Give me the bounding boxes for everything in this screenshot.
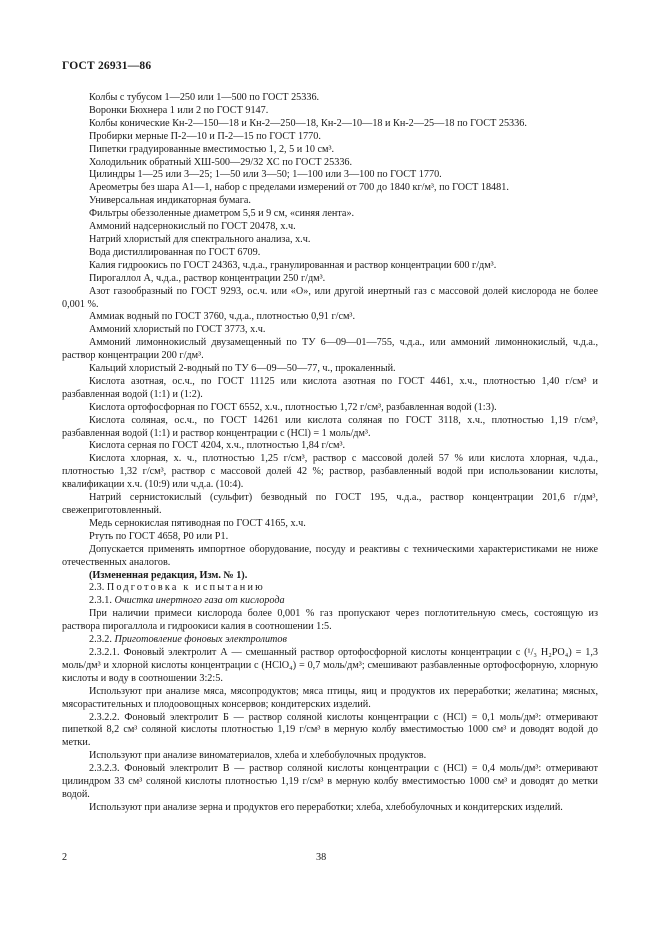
paragraph: Цилиндры 1—25 или 3—25; 1—50 или 3—50; 1—100 или 3—100 по ГОСТ 1770. xyxy=(89,169,442,181)
subsection-number: 2.3.1. xyxy=(89,595,112,607)
paragraph: Колбы с тубусом 1—250 или 1—500 по ГОСТ 25336. xyxy=(89,92,320,103)
paragraph: Воронки Бюхнера 1 или 2 по ГОСТ 9147. xyxy=(89,104,269,116)
paragraph: Аммоний лимоннокислый двузамещенный по ТУ 6—09—01—755, ч.д.а., или аммоний лимоннокислый, ч.д.а., раствор концентрации 200 г/дм³. xyxy=(62,337,598,362)
paragraph: Аммоний надсернокислый по ГОСТ 20478, х.ч. xyxy=(89,221,296,233)
paragraph: Используют при анализе зерна и продуктов его переработки; хлеба, хлебобулочных и кондитерских изделий. xyxy=(89,801,563,813)
paragraph: Пипетки градуированные вместимостью 1, 2, 5 и 10 см³. xyxy=(89,143,335,155)
paragraph: Ареометры без шара А1—1, набор с пределами измерений от 700 до 1840 кг/м³, по ГОСТ 18481. xyxy=(89,182,509,194)
paragraph: Аммоний хлористый по ГОСТ 3773, х.ч. xyxy=(89,324,266,336)
subsection-heading xyxy=(62,634,598,647)
document-code: ГОСТ 26931—86 xyxy=(62,60,152,72)
paragraph: Аммиак водный по ГОСТ 3760, ч.д.а., плотностью 0,91 г/см³. xyxy=(89,311,356,323)
paragraph: Азот газообразный по ГОСТ 9293, ос.ч. или «О», или другой инертный газ с массовой долей кислорода не более 0,001 %. xyxy=(62,285,598,310)
paragraph: Универсальная индикаторная бумага. xyxy=(89,195,251,207)
subsection-number: 2.3.2. xyxy=(89,634,112,646)
subsection-title: Очистка инертного газа от кислорода xyxy=(114,595,285,607)
paragraph: Холодильник обратный ХШ-500—29/32 ХС по ГОСТ 25336. xyxy=(89,156,353,168)
section-title: Подготовка к испытанию xyxy=(106,582,265,594)
section-heading xyxy=(62,582,598,595)
footer-left-number: 2 xyxy=(62,852,68,863)
paragraph: Кислота соляная, ос.ч., по ГОСТ 14261 или кислота соляная по ГОСТ 3118, х.ч., плотностью 1,19 г/см³, разбавленная водой (1:1) и раствор концентрации c (HCl) = 1 моль/дм³. xyxy=(62,414,598,439)
paragraph: Используют при анализе виноматериалов, хлеба и хлебобулочных продуктов. xyxy=(89,750,427,762)
paragraph: Используют при анализе мяса, мясопродуктов; мяса птицы, яиц и продуктов их переработки; желатина; мясных, мясорастительных и плодоовощных консервов; кондитерских изделий. xyxy=(62,685,598,710)
paragraph: Натрий сернистокислый (сульфит) безводный по ГОСТ 195, ч.д.а., раствор концентрации 201,6 г/дм³, свежеприготовленный. xyxy=(62,492,598,516)
section-number: 2.3. xyxy=(89,582,105,594)
subsection-heading xyxy=(62,595,598,608)
paragraph: Колбы конические Кн-2—150—18 и Кн-2—250—18, Кн-2—10—18 и Кн-2—25—18 по ГОСТ 25336. xyxy=(89,117,527,129)
paragraph: Натрий хлористый для спектрального анализа, х.ч. xyxy=(89,233,311,245)
paragraph: Кислота азотная, ос.ч., по ГОСТ 11125 или кислота азотная по ГОСТ 4461, х.ч., плотностью 1,40 г/см³ и разбавленная водой (1:1) и (1:2). xyxy=(62,375,598,400)
paragraph: Вода дистиллированная по ГОСТ 6709. xyxy=(89,246,261,258)
paragraph: Ртуть по ГОСТ 4658, Р0 или Р1. xyxy=(89,530,229,542)
page-number: 38 xyxy=(316,852,327,863)
paragraph: 2.3.2.2. Фоновый электролит Б — раствор соляной кислоты концентрации c (HCl) = 0,1 моль/дм³: отмеривают пипеткой 8,2 см³ соляной кислоты плотностью 1,19 г/см³ в мерную колбу вместимостью 1000 см³ и доводят водой до метки. xyxy=(62,711,598,749)
paragraph: Пробирки мерные П-2—10 и П-2—15 по ГОСТ 1770. xyxy=(89,130,321,142)
paragraph: Допускается применять импортное оборудование, посуду и реактивы с техническими характеристиками не ниже отечественных аналогов. xyxy=(62,543,598,568)
paragraph: Кальций хлористый 2-водный по ТУ 6—09—50—77, ч., прокаленный. xyxy=(89,363,396,375)
paragraph: При наличии примеси кислорода более 0,001 % газ пропускают через поглотительную смесь, состоящую из раствора пирогаллола и гидроокиси калия в соотношении 1:5. xyxy=(62,608,598,633)
paragraph: Пирогаллол А, ч.д.а., раствор концентрации 250 г/дм³. xyxy=(89,272,326,284)
paragraph: 2.3.2.3. Фоновый электролит В — раствор соляной кислоты концентрации c (HCl) = 0,4 моль/дм³: отмеривают цилиндром 33 см³ соляной кислоты плотностью 1,19 г/см³ в мерную колбу вместимостью 1000 см³ и доводят до метки водой. xyxy=(62,763,598,800)
paragraph: Кислота хлорная, х. ч., плотностью 1,25 г/см³, раствор с массовой долей 57 % или кислота хлорная, ч.д.а., плотностью 1,32 г/см³, раствор с массовой долей 42 %; раствор, разбавленный водой при использовании кислоты, квалификации х.ч. (10:9) или ч.д.а. (10:4). xyxy=(62,453,598,491)
paragraph: 2.3.2.1. Фоновый электролит А — смешанный раствор ортофосфорной кислоты концентрации c (¹/₃ H₂PO₄) = 1,3 моль/дм³ и хлорной кислоты концентрации c (HClO₄) = 0,7 моль/дм³; смешивают разбавленные ортофосфорную, хлорную кислоты и воду в соотношении 3:2:5. xyxy=(62,646,598,684)
paragraph: Медь сернокислая пятиводная по ГОСТ 4165, х.ч. xyxy=(89,517,306,529)
paragraph: Фильтры обеззоленные диаметром 5,5 и 9 см, «синяя лента». xyxy=(89,208,355,220)
paragraph: Кислота ортофосфорная по ГОСТ 6552, х.ч., плотностью 1,72 г/см³, разбавленная водой (1:3). xyxy=(89,401,497,413)
paragraph: Калия гидроокись по ГОСТ 24363, ч.д.а., гранулированная и раствор концентрации 600 г/дм³. xyxy=(89,259,497,271)
subsection-title: Приготовление фоновых электролитов xyxy=(114,634,287,646)
amendment-note: (Измененная редакция, Изм. № 1). xyxy=(89,569,248,581)
document-body xyxy=(62,92,598,815)
paragraph: Кислота серная по ГОСТ 4204, х.ч., плотностью 1,84 г/см³. xyxy=(89,440,346,452)
